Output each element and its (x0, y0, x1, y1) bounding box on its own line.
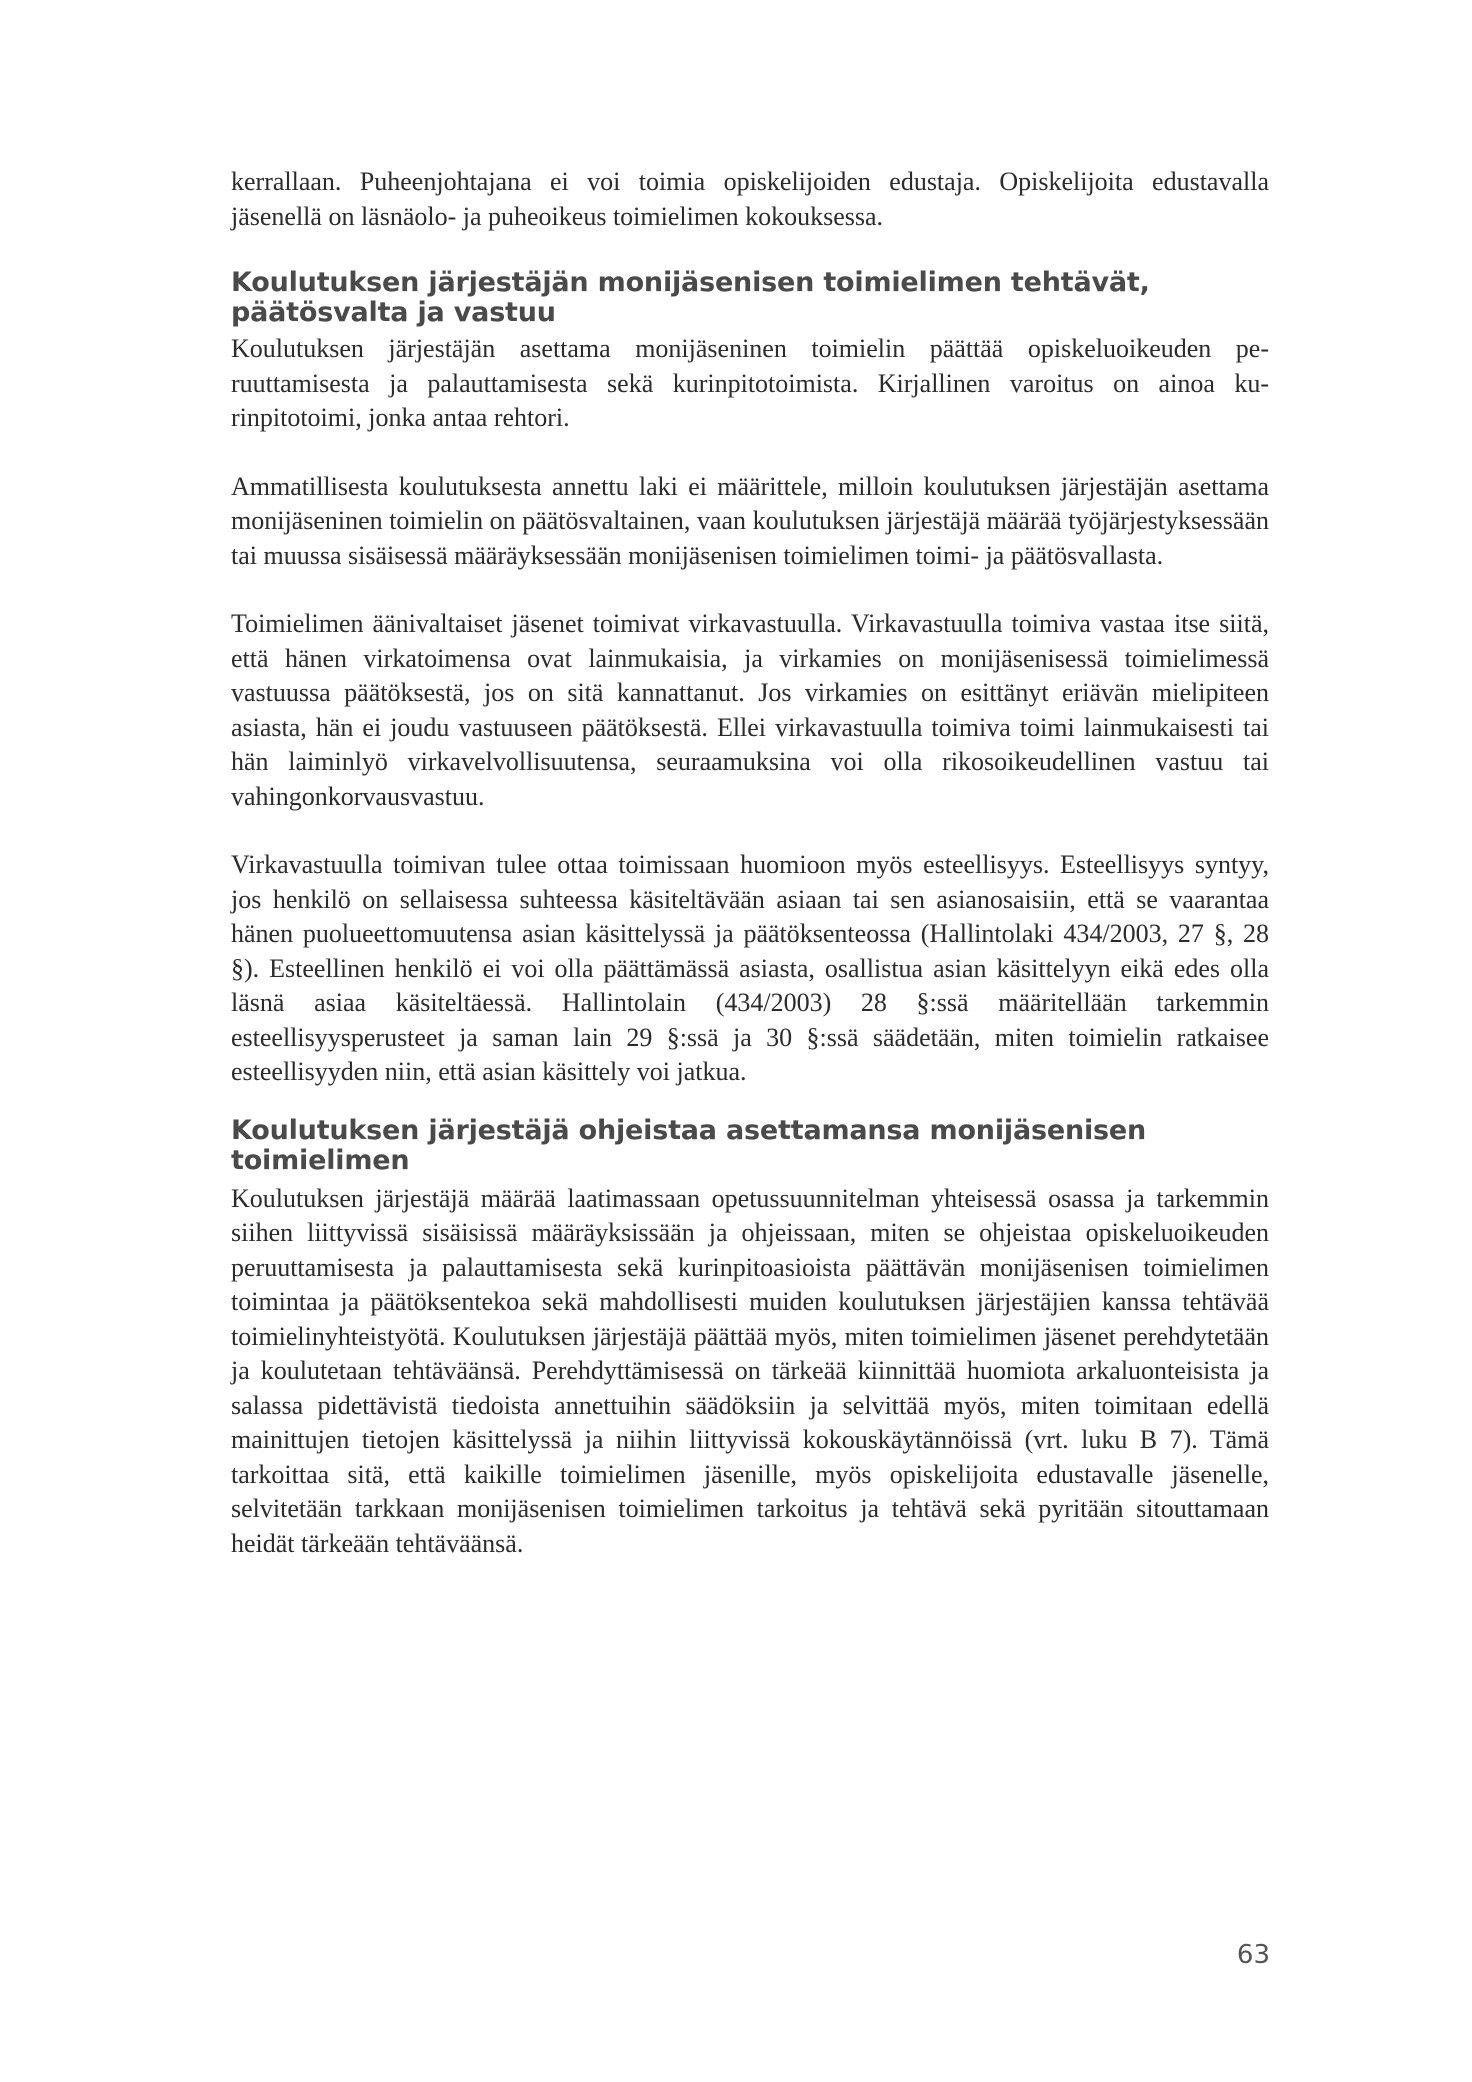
paragraph: Toimielimen äänivaltaiset jäsenet toimivat virkavastuulla. Virkavastuulla toimiva vastaa itse siitä, että hänen virkatoimensa ovat lainmukaisia, ja virkamies on monijäsenisessä toimielimessä vastuussa päätöksestä, jos on sitä kannattanut. Jos virkamies on esittänyt eriävän mielipiteen asiasta, hän ei joudu vastuuseen päätöksestä. Ellei virkavastuulla toimiva toimi lainmukaisesti tai hän laiminlyö virkavelvollisuutensa, seuraamuksina voi olla rikosoikeudellinen vastuu tai vahingonkorvausvastuu. (231, 609, 1269, 811)
document-page (231, 165, 1269, 1561)
section-heading-responsibilities: Koulutuksen järjestäjän monijäsenisen toimielimen tehtävät, päätösvalta ja vastuu (231, 267, 1150, 328)
paragraph: Koulutuksen järjestäjä määrää laatimassaan opetussuunnitelman yhteisessä osassa ja tarkemmin siihen liittyvissä sisäisissä määräyksissään ja ohjeissaan, miten se ohjeistaa opiskeluoikeuden peruuttamisesta ja palauttamisesta sekä kurinpitoasioista päättävän monijäsenisen toimielimen toimintaa ja päätöksentekoa sekä mahdollisesti muiden koulutuksen järjestäjien kanssa tehtävää toimielinyhteistyötä. Koulutuksen järjestäjä päättää myös, miten toimielimen jäsenet perehdytetään ja koulutetaan tehtäväänsä. Perehdyttämisessä on tärkeää kiinnittää huomiota arkaluonteisista ja salassa pidettävistä tiedoista annettuihin säädöksiin ja selvittää myös, miten toimitaan edellä mainittujen tietojen käsittelyssä ja niihin liittyvissä kokouskäytännöissä (vrt. luku B 7). Tämä tarkoittaa sitä, että kaikille toimielimen jäsenille, myös opiskelijoita edustavalle jäsenelle, selvitetään tarkkaan monijäsenisen toimielimen tarkoitus ja tehtävä sekä pyritään sitouttamaan heidät tärkeään tehtäväänsä. (231, 1183, 1269, 1558)
paragraph: Virkavastuulla toimivan tulee ottaa toimissaan huomioon myös esteellisyys. Esteellisyys syntyy, jos henkilö on sellaisessa suhteessa käsiteltävään asiaan tai sen asianosaisiin, että se vaarantaa hänen puolueettomuutensa asian käsittelyssä ja päätöksenteossa (Hallintolaki 434/2003, 27 §, 28 §). Esteellinen henkilö ei voi olla päättämässä asiasta, osallistua asian käsittelyyn eikä edes olla läsnä asiaa käsiteltäessä. Hallintolain (434/2003) 28 §:ssä määritellään tarkemmin esteellisyysperusteet ja saman lain 29 §:ssä ja 30 §:ssä säädetään, miten toimielin ratkaisee esteellisyyden niin, että asian käsittely voi jatkua. (231, 850, 1269, 1086)
intro-paragraph: kerrallaan. Puheenjohtajana ei voi toimia opiskelijoiden edustaja. Opiskelijoita edustavalla jäsenellä on läsnäolo- ja puheoikeus toimielimen kokouksessa. (231, 167, 1269, 231)
section-heading-guidance: Koulutuksen järjestäjä ohjeistaa asettamansa monijäsenisen toimielimen (231, 1114, 1147, 1176)
paragraph: Ammatillisesta koulutuksesta annettu laki ei määrittele, milloin koulutuksen järjestäjän asettama monijäseninen toimielin on päätösvaltainen, vaan koulutuksen järjestäjä määrää työjärjestyksessään tai muussa sisäisessä määräyksessään monijäsenisen toimielimen toimi- ja päätösvallasta. (231, 471, 1269, 570)
paragraph: Koulutuksen järjestäjän asettama monijäseninen toimielin päättää opiskeluoikeuden peruuttamisesta ja palauttamisesta sekä kurinpitotoimista. Kirjallinen varoitus on ainoa kurinpitotoimi, jonka antaa rehtori. (231, 334, 1269, 432)
page-number: 63 (1236, 1940, 1270, 1970)
